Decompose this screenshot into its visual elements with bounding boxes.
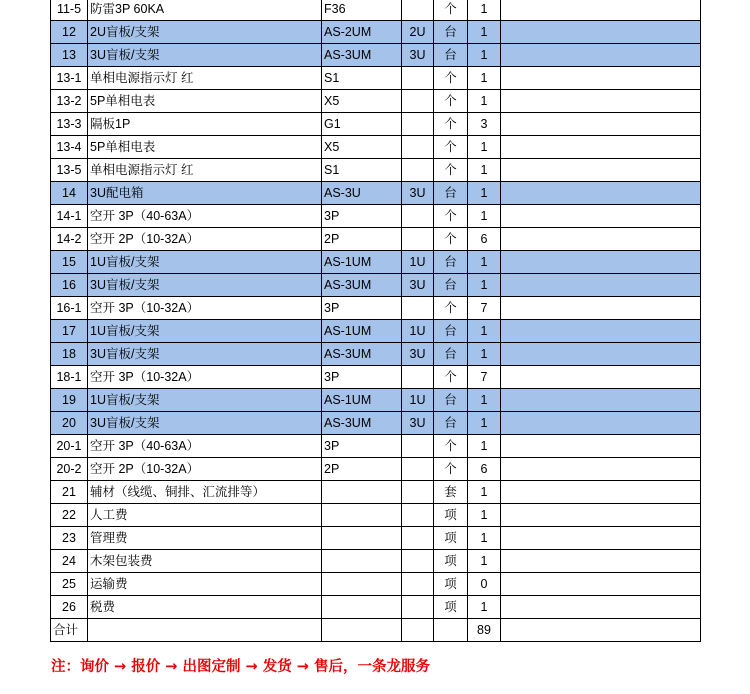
item-model-cell: AS-1UM [322, 251, 402, 274]
item-spec-cell [402, 90, 434, 113]
item-number-cell: 20 [51, 412, 88, 435]
item-model-cell: AS-3UM [322, 274, 402, 297]
item-spec-cell: 3U [402, 343, 434, 366]
item-spec-cell: 3U [402, 44, 434, 67]
item-number-cell: 13-4 [51, 136, 88, 159]
item-name-cell: 空开 3P（10-32A） [88, 297, 322, 320]
item-qty-cell: 1 [468, 67, 501, 90]
item-model-cell: AS-3UM [322, 44, 402, 67]
item-model-cell: 3P [322, 366, 402, 389]
item-unit-cell: 个 [434, 366, 468, 389]
item-number-cell: 19 [51, 389, 88, 412]
item-unit-cell: 台 [434, 21, 468, 44]
item-spec-cell [402, 550, 434, 573]
item-number-cell: 26 [51, 596, 88, 619]
item-name-cell: 空开 3P（40-63A） [88, 205, 322, 228]
item-unit-cell: 个 [434, 67, 468, 90]
table-row [51, 90, 701, 113]
item-name-cell: 木架包装费 [88, 550, 322, 573]
total-empty-cell [434, 619, 468, 642]
table-row [51, 435, 701, 458]
item-remark-cell [501, 136, 701, 159]
item-unit-cell: 个 [434, 0, 468, 21]
item-qty-cell: 6 [468, 228, 501, 251]
item-unit-cell: 台 [434, 44, 468, 67]
item-number-cell: 22 [51, 504, 88, 527]
item-spec-cell [402, 159, 434, 182]
item-remark-cell [501, 21, 701, 44]
item-number-cell: 14-1 [51, 205, 88, 228]
item-spec-cell [402, 435, 434, 458]
item-spec-cell [402, 481, 434, 504]
item-remark-cell [501, 251, 701, 274]
item-unit-cell: 台 [434, 412, 468, 435]
item-remark-cell [501, 366, 701, 389]
item-model-cell: 3P [322, 435, 402, 458]
item-qty-cell: 1 [468, 504, 501, 527]
item-model-cell: 2P [322, 228, 402, 251]
item-spec-cell: 3U [402, 412, 434, 435]
item-qty-cell: 1 [468, 527, 501, 550]
item-number-cell: 16-1 [51, 297, 88, 320]
item-number-cell: 25 [51, 573, 88, 596]
item-name-cell: 1U盲板/支架 [88, 389, 322, 412]
item-unit-cell: 台 [434, 182, 468, 205]
item-remark-cell [501, 159, 701, 182]
item-number-cell: 11-5 [51, 0, 88, 21]
item-unit-cell: 个 [434, 159, 468, 182]
item-name-cell: 空开 3P（40-63A） [88, 435, 322, 458]
item-unit-cell: 套 [434, 481, 468, 504]
item-model-cell: AS-3UM [322, 412, 402, 435]
table-row [51, 159, 701, 182]
item-model-cell [322, 550, 402, 573]
item-qty-cell: 1 [468, 389, 501, 412]
item-remark-cell [501, 205, 701, 228]
total-empty-cell [402, 619, 434, 642]
item-name-cell: 防雷3P 60KA [88, 0, 322, 21]
item-number-cell: 13 [51, 44, 88, 67]
item-model-cell: X5 [322, 136, 402, 159]
item-qty-cell: 1 [468, 320, 501, 343]
item-unit-cell: 台 [434, 274, 468, 297]
item-number-cell: 13-5 [51, 159, 88, 182]
item-name-cell: 单相电源指示灯 红 [88, 67, 322, 90]
total-remark-cell [501, 619, 701, 642]
item-name-cell: 1U盲板/支架 [88, 320, 322, 343]
item-model-cell: 3P [322, 205, 402, 228]
item-spec-cell [402, 366, 434, 389]
item-name-cell: 5P单相电表 [88, 136, 322, 159]
table-row [51, 343, 701, 366]
table-row [51, 504, 701, 527]
item-spec-cell [402, 504, 434, 527]
item-name-cell: 3U盲板/支架 [88, 274, 322, 297]
item-spec-cell [402, 297, 434, 320]
item-remark-cell [501, 274, 701, 297]
item-number-cell: 13-2 [51, 90, 88, 113]
item-qty-cell: 7 [468, 366, 501, 389]
table-row [51, 366, 701, 389]
item-number-cell: 16 [51, 274, 88, 297]
item-unit-cell: 个 [434, 205, 468, 228]
item-unit-cell: 个 [434, 228, 468, 251]
item-name-cell: 税费 [88, 596, 322, 619]
item-qty-cell: 3 [468, 113, 501, 136]
item-model-cell: X5 [322, 90, 402, 113]
table-row [51, 389, 701, 412]
item-spec-cell: 3U [402, 182, 434, 205]
item-name-cell: 3U盲板/支架 [88, 44, 322, 67]
item-number-cell: 18-1 [51, 366, 88, 389]
item-unit-cell: 个 [434, 136, 468, 159]
item-remark-cell [501, 343, 701, 366]
item-model-cell: G1 [322, 113, 402, 136]
item-remark-cell [501, 458, 701, 481]
item-number-cell: 13-1 [51, 67, 88, 90]
total-empty-cell [88, 619, 322, 642]
table-row [51, 573, 701, 596]
table-row [51, 44, 701, 67]
item-spec-cell [402, 205, 434, 228]
bom-table-body [51, 0, 701, 642]
item-name-cell: 空开 3P（10-32A） [88, 366, 322, 389]
item-model-cell: AS-3UM [322, 343, 402, 366]
item-model-cell: 3P [322, 297, 402, 320]
footer-note: 注：询价 → 报价 → 出图定制 → 发货 → 售后，一条龙服务 [51, 659, 430, 675]
item-name-cell: 人工费 [88, 504, 322, 527]
item-qty-cell: 1 [468, 90, 501, 113]
table-row [51, 320, 701, 343]
item-spec-cell: 2U [402, 21, 434, 44]
table-row [51, 527, 701, 550]
item-model-cell: F36 [322, 0, 402, 21]
table-row [51, 21, 701, 44]
item-name-cell: 单相电源指示灯 红 [88, 159, 322, 182]
table-row [51, 228, 701, 251]
item-unit-cell: 项 [434, 527, 468, 550]
table-row [51, 113, 701, 136]
item-number-cell: 13-3 [51, 113, 88, 136]
item-qty-cell: 1 [468, 182, 501, 205]
item-model-cell [322, 596, 402, 619]
item-qty-cell: 1 [468, 596, 501, 619]
item-model-cell [322, 527, 402, 550]
item-remark-cell [501, 297, 701, 320]
table-row [51, 182, 701, 205]
item-unit-cell: 个 [434, 113, 468, 136]
item-model-cell: AS-1UM [322, 389, 402, 412]
item-number-cell: 20-1 [51, 435, 88, 458]
item-qty-cell: 1 [468, 274, 501, 297]
item-qty-cell: 1 [468, 21, 501, 44]
item-remark-cell [501, 182, 701, 205]
item-qty-cell: 1 [468, 343, 501, 366]
total-qty: 89 [468, 619, 501, 642]
item-name-cell: 隔板1P [88, 113, 322, 136]
item-qty-cell: 6 [468, 458, 501, 481]
table-row [51, 458, 701, 481]
item-qty-cell: 1 [468, 0, 501, 21]
item-qty-cell: 1 [468, 159, 501, 182]
item-spec-cell [402, 67, 434, 90]
item-name-cell: 空开 2P（10-32A） [88, 228, 322, 251]
item-spec-cell [402, 573, 434, 596]
table-row [51, 136, 701, 159]
item-unit-cell: 个 [434, 458, 468, 481]
item-unit-cell: 个 [434, 90, 468, 113]
item-spec-cell: 3U [402, 274, 434, 297]
item-number-cell: 14 [51, 182, 88, 205]
item-number-cell: 17 [51, 320, 88, 343]
item-unit-cell: 项 [434, 573, 468, 596]
item-model-cell: AS-2UM [322, 21, 402, 44]
item-model-cell: S1 [322, 159, 402, 182]
item-name-cell: 运输费 [88, 573, 322, 596]
item-remark-cell [501, 412, 701, 435]
item-remark-cell [501, 320, 701, 343]
item-name-cell: 3U盲板/支架 [88, 412, 322, 435]
item-model-cell: S1 [322, 67, 402, 90]
item-remark-cell [501, 0, 701, 21]
item-model-cell [322, 504, 402, 527]
item-unit-cell: 项 [434, 596, 468, 619]
item-qty-cell: 1 [468, 481, 501, 504]
item-remark-cell [501, 550, 701, 573]
table-row [51, 596, 701, 619]
item-spec-cell [402, 228, 434, 251]
item-spec-cell: 1U [402, 389, 434, 412]
total-empty-cell [322, 619, 402, 642]
item-name-cell: 辅材（线缆、铜排、汇流排等） [88, 481, 322, 504]
item-number-cell: 15 [51, 251, 88, 274]
item-model-cell: 2P [322, 458, 402, 481]
item-qty-cell: 1 [468, 550, 501, 573]
table-row [51, 481, 701, 504]
item-spec-cell [402, 596, 434, 619]
item-qty-cell: 1 [468, 44, 501, 67]
table-row [51, 412, 701, 435]
total-label: 合计 [51, 619, 88, 642]
item-remark-cell [501, 90, 701, 113]
item-spec-cell [402, 113, 434, 136]
item-remark-cell [501, 67, 701, 90]
item-qty-cell: 0 [468, 573, 501, 596]
item-qty-cell: 1 [468, 205, 501, 228]
item-spec-cell [402, 458, 434, 481]
item-spec-cell [402, 0, 434, 21]
item-unit-cell: 项 [434, 550, 468, 573]
item-qty-cell: 1 [468, 435, 501, 458]
item-remark-cell [501, 113, 701, 136]
item-number-cell: 23 [51, 527, 88, 550]
item-unit-cell: 个 [434, 435, 468, 458]
item-remark-cell [501, 44, 701, 67]
item-qty-cell: 1 [468, 412, 501, 435]
item-unit-cell: 项 [434, 504, 468, 527]
table-row [51, 67, 701, 90]
item-name-cell: 1U盲板/支架 [88, 251, 322, 274]
table-row [51, 205, 701, 228]
item-model-cell [322, 573, 402, 596]
item-qty-cell: 7 [468, 297, 501, 320]
item-unit-cell: 个 [434, 297, 468, 320]
item-remark-cell [501, 527, 701, 550]
item-number-cell: 18 [51, 343, 88, 366]
item-model-cell [322, 481, 402, 504]
item-number-cell: 20-2 [51, 458, 88, 481]
item-number-cell: 12 [51, 21, 88, 44]
total-row [51, 619, 701, 642]
item-remark-cell [501, 504, 701, 527]
item-qty-cell: 1 [468, 136, 501, 159]
table-row [51, 251, 701, 274]
item-remark-cell [501, 389, 701, 412]
item-number-cell: 14-2 [51, 228, 88, 251]
item-name-cell: 管理费 [88, 527, 322, 550]
item-name-cell: 3U配电箱 [88, 182, 322, 205]
item-name-cell: 2U盲板/支架 [88, 21, 322, 44]
table-row [51, 274, 701, 297]
item-model-cell: AS-1UM [322, 320, 402, 343]
item-qty-cell: 1 [468, 251, 501, 274]
item-unit-cell: 台 [434, 320, 468, 343]
item-remark-cell [501, 435, 701, 458]
item-spec-cell: 1U [402, 251, 434, 274]
item-model-cell: AS-3U [322, 182, 402, 205]
item-name-cell: 空开 2P（10-32A） [88, 458, 322, 481]
item-name-cell: 5P单相电表 [88, 90, 322, 113]
table-row [51, 0, 701, 21]
item-number-cell: 24 [51, 550, 88, 573]
table-row [51, 550, 701, 573]
item-number-cell: 21 [51, 481, 88, 504]
item-unit-cell: 台 [434, 343, 468, 366]
item-spec-cell [402, 136, 434, 159]
bom-table [50, 0, 701, 642]
table-row [51, 297, 701, 320]
item-spec-cell [402, 527, 434, 550]
item-unit-cell: 台 [434, 251, 468, 274]
item-remark-cell [501, 596, 701, 619]
item-remark-cell [501, 573, 701, 596]
item-spec-cell: 1U [402, 320, 434, 343]
item-remark-cell [501, 228, 701, 251]
item-remark-cell [501, 481, 701, 504]
item-name-cell: 3U盲板/支架 [88, 343, 322, 366]
item-unit-cell: 台 [434, 389, 468, 412]
